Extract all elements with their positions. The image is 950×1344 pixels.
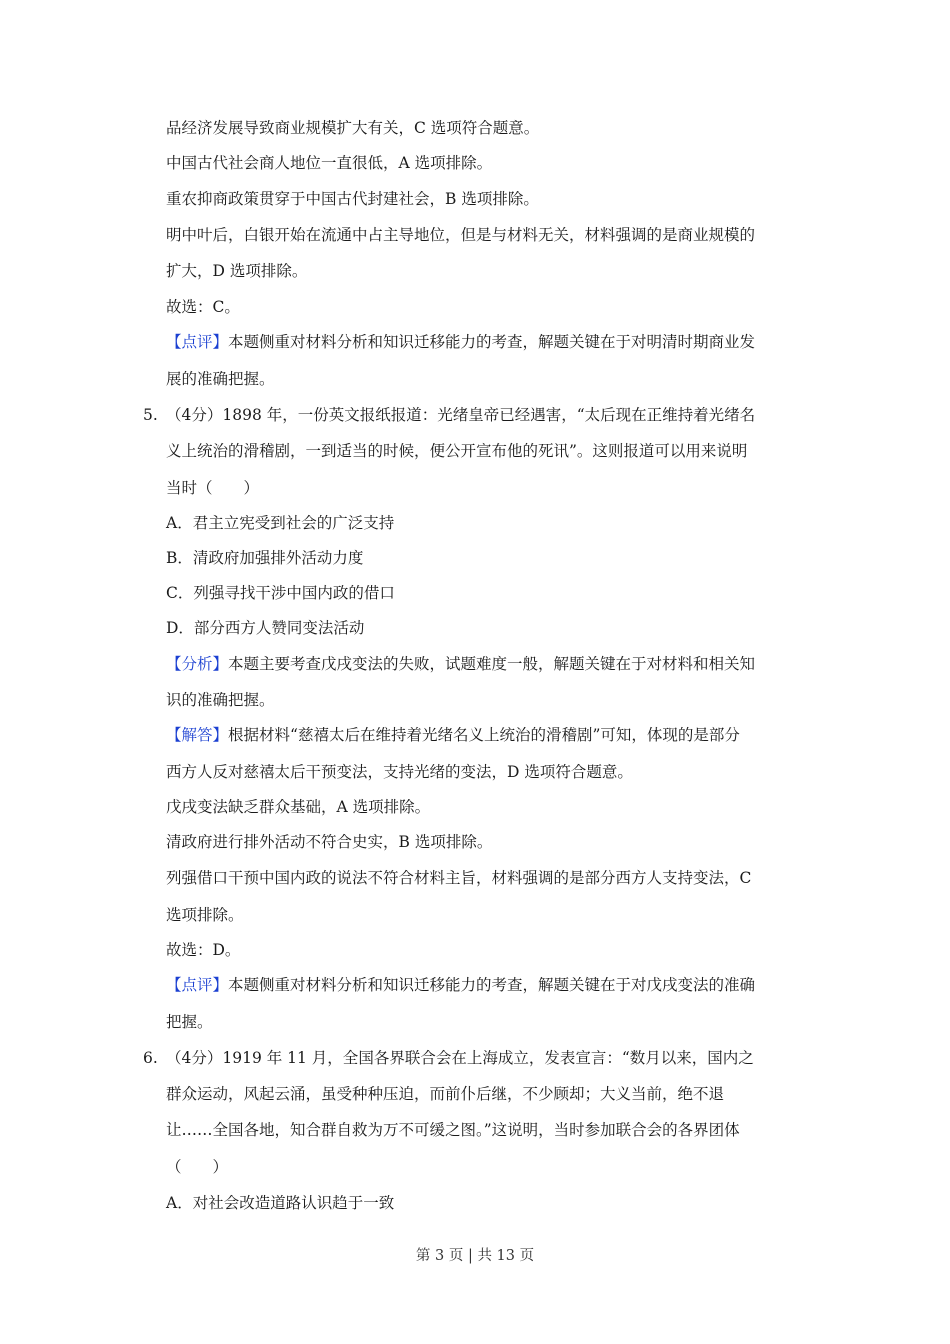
q6-stem: 让……全国各地，知合群自救为万不可缓之图。”这说明，当时参加联合会的各界团体 — [166, 1121, 740, 1139]
q5-option-b: B．清政府加强排外活动力度 — [166, 549, 364, 567]
q5-option-d: D．部分西方人赞同变法活动 — [166, 619, 365, 637]
q6-option-a: A．对社会改造道路认识趋于一致 — [166, 1194, 395, 1212]
q5-analysis — [166, 654, 755, 674]
q4-comment — [166, 332, 755, 352]
q5-stem: （4分）1898 年，一份英文报纸报道：光绪皇帝已经遇害，“太后现在正维持着光绪名 — [166, 406, 756, 424]
q4-answer-choice: 故选：C。 — [166, 298, 240, 316]
q5-option-c: C．列强寻找干涉中国内政的借口 — [166, 584, 395, 602]
q4-line: 中国古代社会商人地位一直很低，A 选项排除。 — [166, 154, 493, 172]
comment-text: 本题侧重对材料分析和知识迁移能力的考查，解题关键在于对戊戌变法的准确 — [228, 976, 756, 994]
q5-analysis-cont: 识的准确把握。 — [166, 691, 275, 709]
comment-text: 本题侧重对材料分析和知识迁移能力的考查，解题关键在于对明清时期商业发 — [228, 333, 756, 351]
q6-stem: （4分）1919 年 11 月，全国各界联合会在上海成立，发表宣言：“数月以来，国内之 — [166, 1049, 754, 1067]
q4-line: 品经济发展导致商业规模扩大有关，C 选项符合题意。 — [166, 119, 540, 137]
q6-stem: （ ） — [166, 1158, 229, 1176]
q6-stem: 群众运动，风起云涌，虽受种种压迫，而前仆后继，不少顾却；大义当前，绝不退 — [166, 1085, 725, 1103]
answer-text: 根据材料“慈禧太后在维持着光绪名义上统治的滑稽剧”可知，体现的是部分 — [228, 726, 740, 744]
question-number-6: 6. — [143, 1049, 158, 1067]
q4-line: 重农抑商政策贯穿于中国古代封建社会，B 选项排除。 — [166, 190, 539, 208]
question-number-5: 5. — [143, 406, 158, 424]
q4-comment-cont: 展的准确把握。 — [166, 370, 275, 388]
q5-answer-line: 列强借口干预中国内政的说法不符合材料主旨，材料强调的是部分西方人支持变法，C — [166, 869, 752, 887]
q5-answer-choice: 故选：D。 — [166, 941, 241, 959]
q5-option-a: A．君主立宪受到社会的广泛支持 — [166, 514, 395, 532]
q4-line: 明中叶后，白银开始在流通中占主导地位，但是与材料无关，材料强调的是商业规模的 — [166, 226, 756, 244]
analysis-tag: 【分析】 — [166, 655, 229, 673]
q5-comment — [166, 975, 755, 995]
comment-tag: 【点评】 — [166, 976, 229, 994]
q5-answer-line: 清政府进行排外活动不符合史实，B 选项排除。 — [166, 833, 493, 851]
q5-stem: 当时（ ） — [166, 479, 260, 497]
q5-stem: 义上统治的滑稽剧，一到适当的时候，便公开宣布他的死讯”。这则报道可以用来说明 — [166, 442, 748, 460]
q5-answer — [166, 725, 740, 745]
q4-line: 扩大，D 选项排除。 — [166, 262, 308, 280]
q5-answer-line: 西方人反对慈禧太后干预变法，支持光绪的变法，D 选项符合题意。 — [166, 763, 633, 781]
q5-answer-line: 选项排除。 — [166, 906, 244, 924]
page-footer: 第 3 页 | 共 13 页 — [415, 1248, 535, 1264]
answer-tag: 【解答】 — [166, 726, 229, 744]
comment-tag: 【点评】 — [166, 333, 229, 351]
q5-comment-cont: 把握。 — [166, 1013, 213, 1031]
analysis-text: 本题主要考查戊戌变法的失败，试题难度一般，解题关键在于对材料和相关知 — [228, 655, 756, 673]
q5-answer-line: 戊戌变法缺乏群众基础，A 选项排除。 — [166, 798, 431, 816]
